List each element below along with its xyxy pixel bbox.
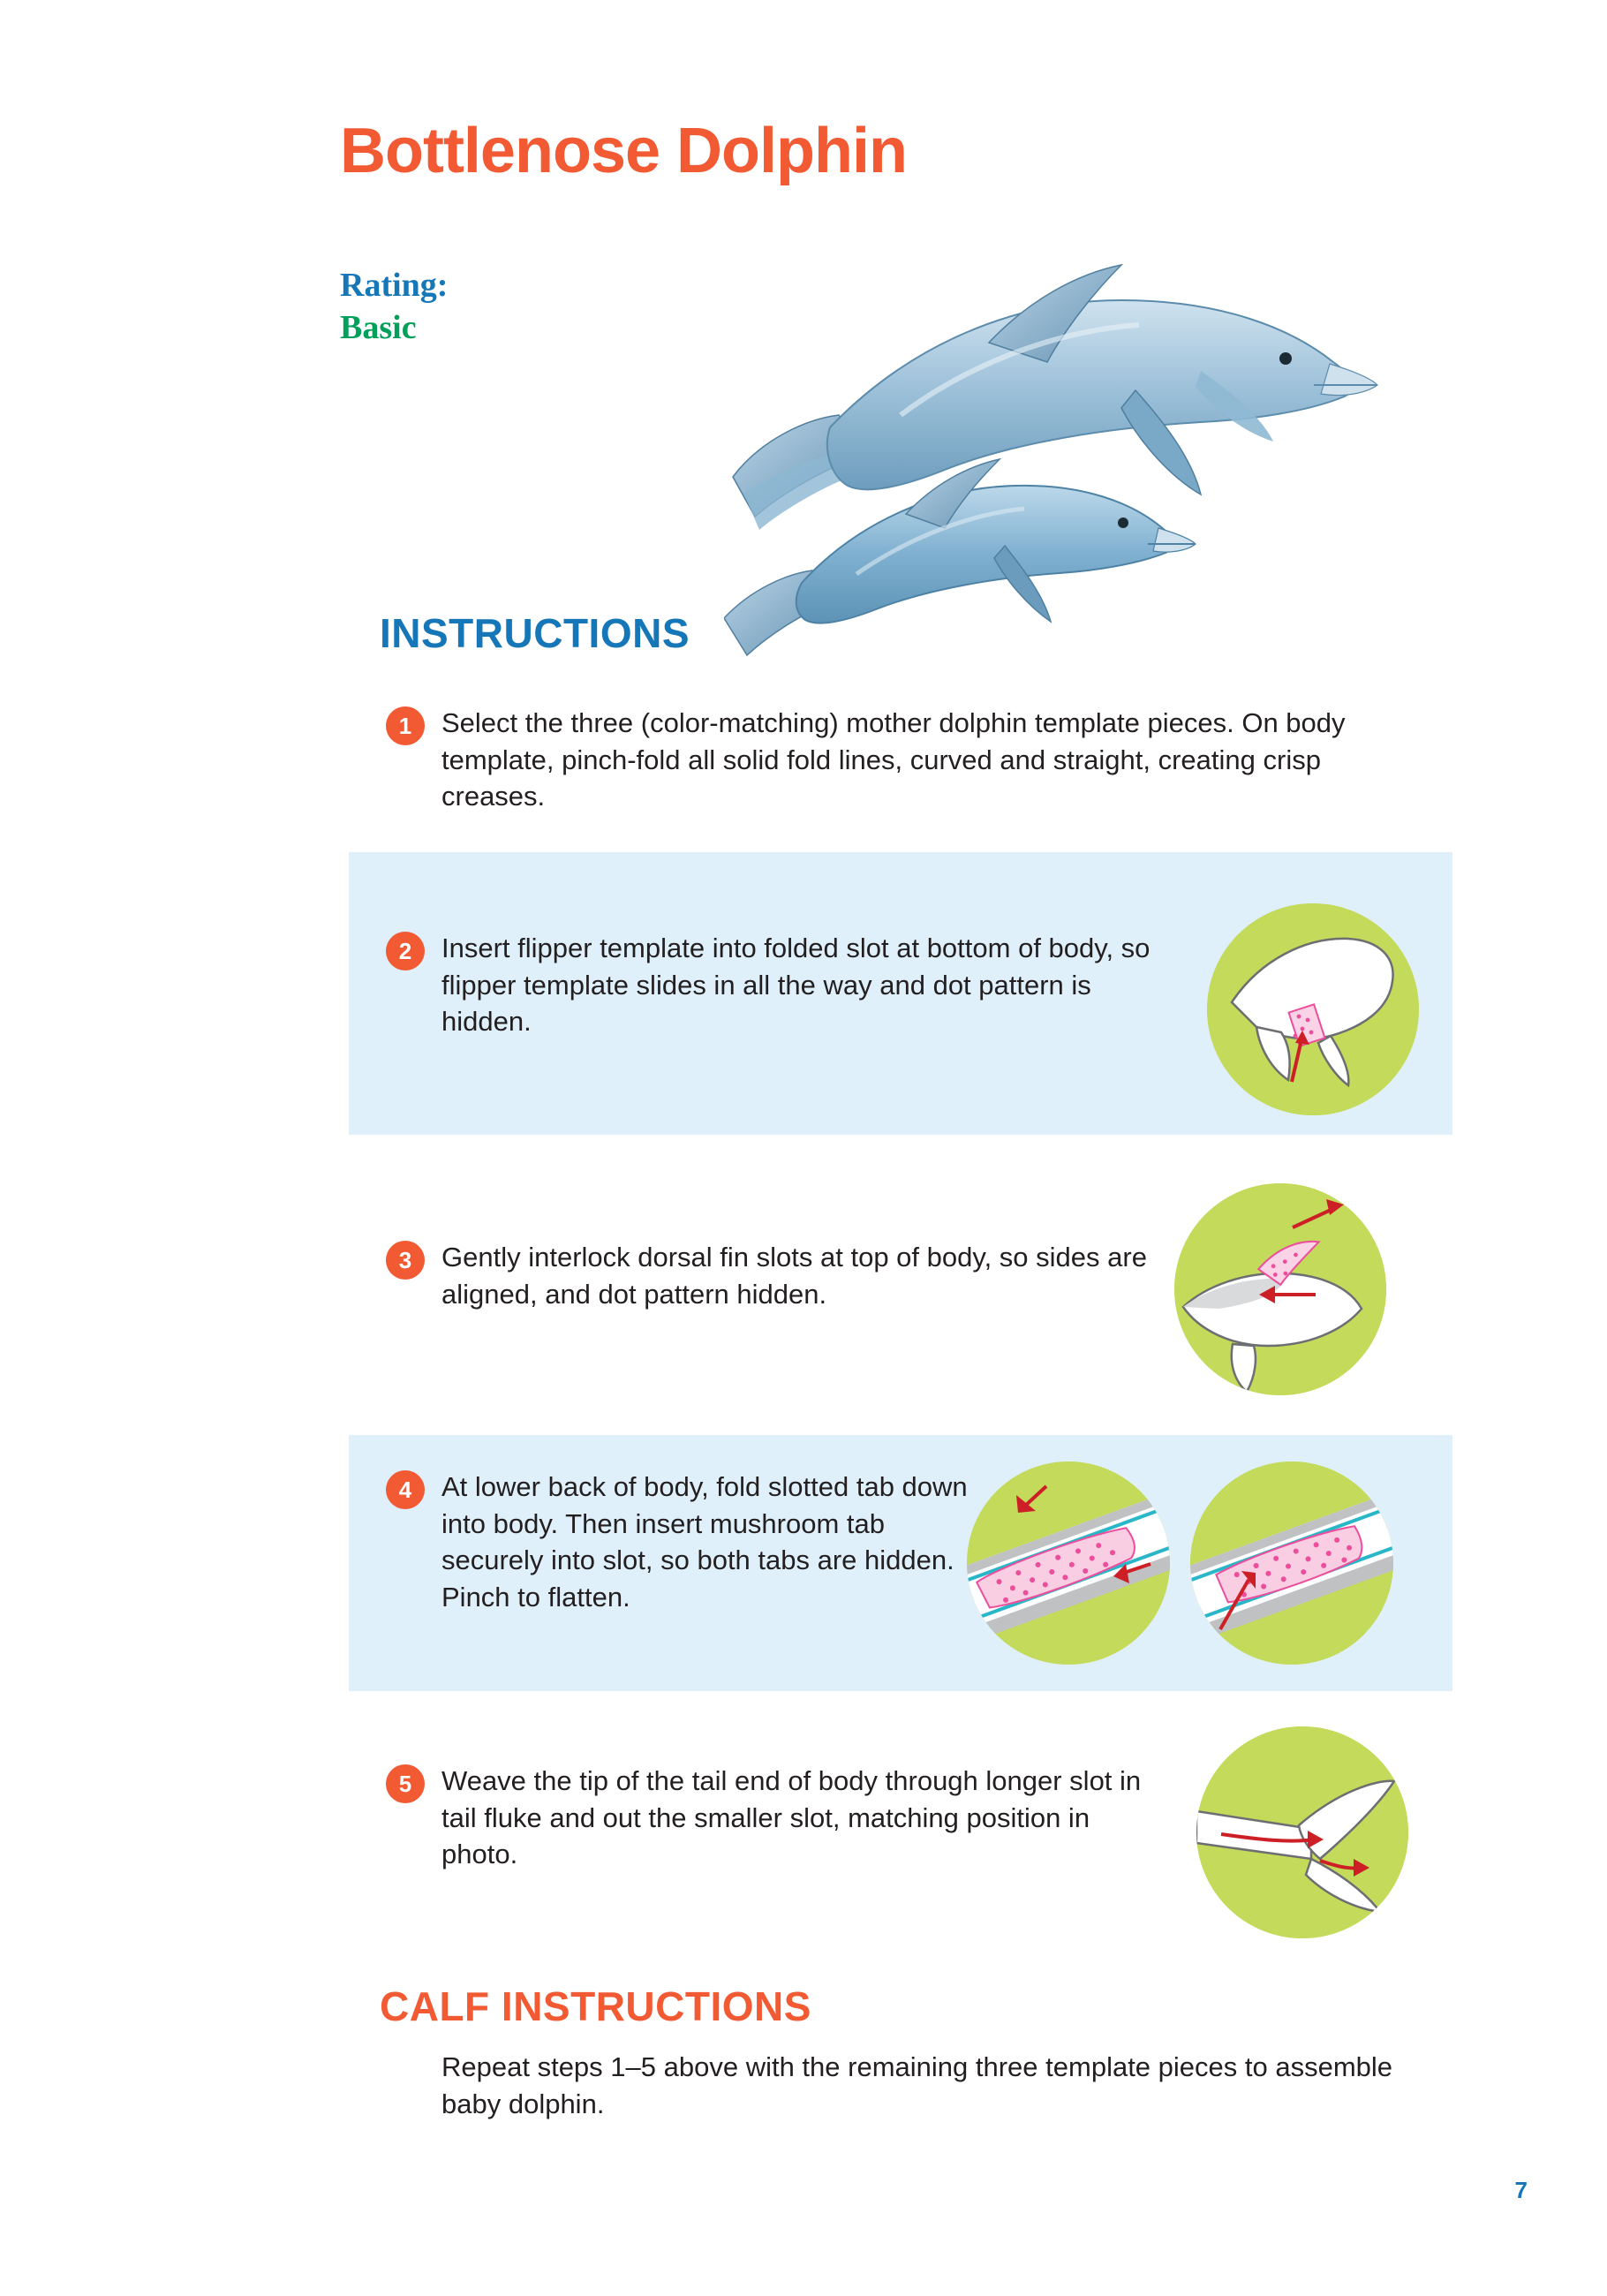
instructions-heading: INSTRUCTIONS	[380, 610, 690, 656]
step-number-1: 1	[386, 706, 425, 745]
calf-instructions-heading: CALF INSTRUCTIONS	[380, 1983, 811, 2029]
step-number-4: 4	[386, 1470, 425, 1509]
tab-insert-detail-diagram	[1190, 1461, 1393, 1665]
step-text-4: At lower back of body, fold slotted tab down into body. Then insert mushroom tab securely into slot, so both tabs are hidden. Pinch to flatten.	[441, 1471, 968, 1612]
tail-fluke-weave-diagram	[1196, 1726, 1408, 1938]
rating-label: Rating:	[340, 267, 449, 304]
rating-block	[340, 265, 448, 349]
paper-dolphin-mother-and-calf-photo	[724, 238, 1430, 698]
calf-instructions-text: Repeat steps 1–5 above with the remaining three template pieces to assemble baby dolphin.	[441, 2051, 1393, 2119]
page-title: Bottlenose Dolphin	[340, 116, 907, 186]
step-text-3: Gently interlock dorsal fin slots at top of body, so sides are aligned, and dot pattern hidden.	[441, 1242, 1147, 1310]
rating-value: Basic	[340, 308, 417, 346]
tab-fold-and-insert-diagram	[967, 1461, 1170, 1665]
step-number-5: 5	[386, 1764, 425, 1803]
step-text-2: Insert flipper template into folded slot at bottom of body, so flipper template slides in all the way and dot pattern is hidden.	[441, 933, 1151, 1038]
dolphin-flipper-insert-diagram	[1207, 903, 1419, 1115]
step-number-2: 2	[386, 932, 425, 971]
step-text-1: Select the three (color-matching) mother dolphin template pieces. On body template, pinch-fold all solid fold lines, curved and straight, creating crisp creases.	[441, 707, 1346, 812]
page-number: 7	[1514, 2177, 1528, 2203]
step-number-3: 3	[386, 1241, 425, 1280]
step-text-5: Weave the tip of the tail end of body through longer slot in tail fluke and out the smaller slot, matching position in photo.	[441, 1765, 1142, 1870]
dolphin-dorsal-fin-diagram	[1174, 1183, 1386, 1395]
